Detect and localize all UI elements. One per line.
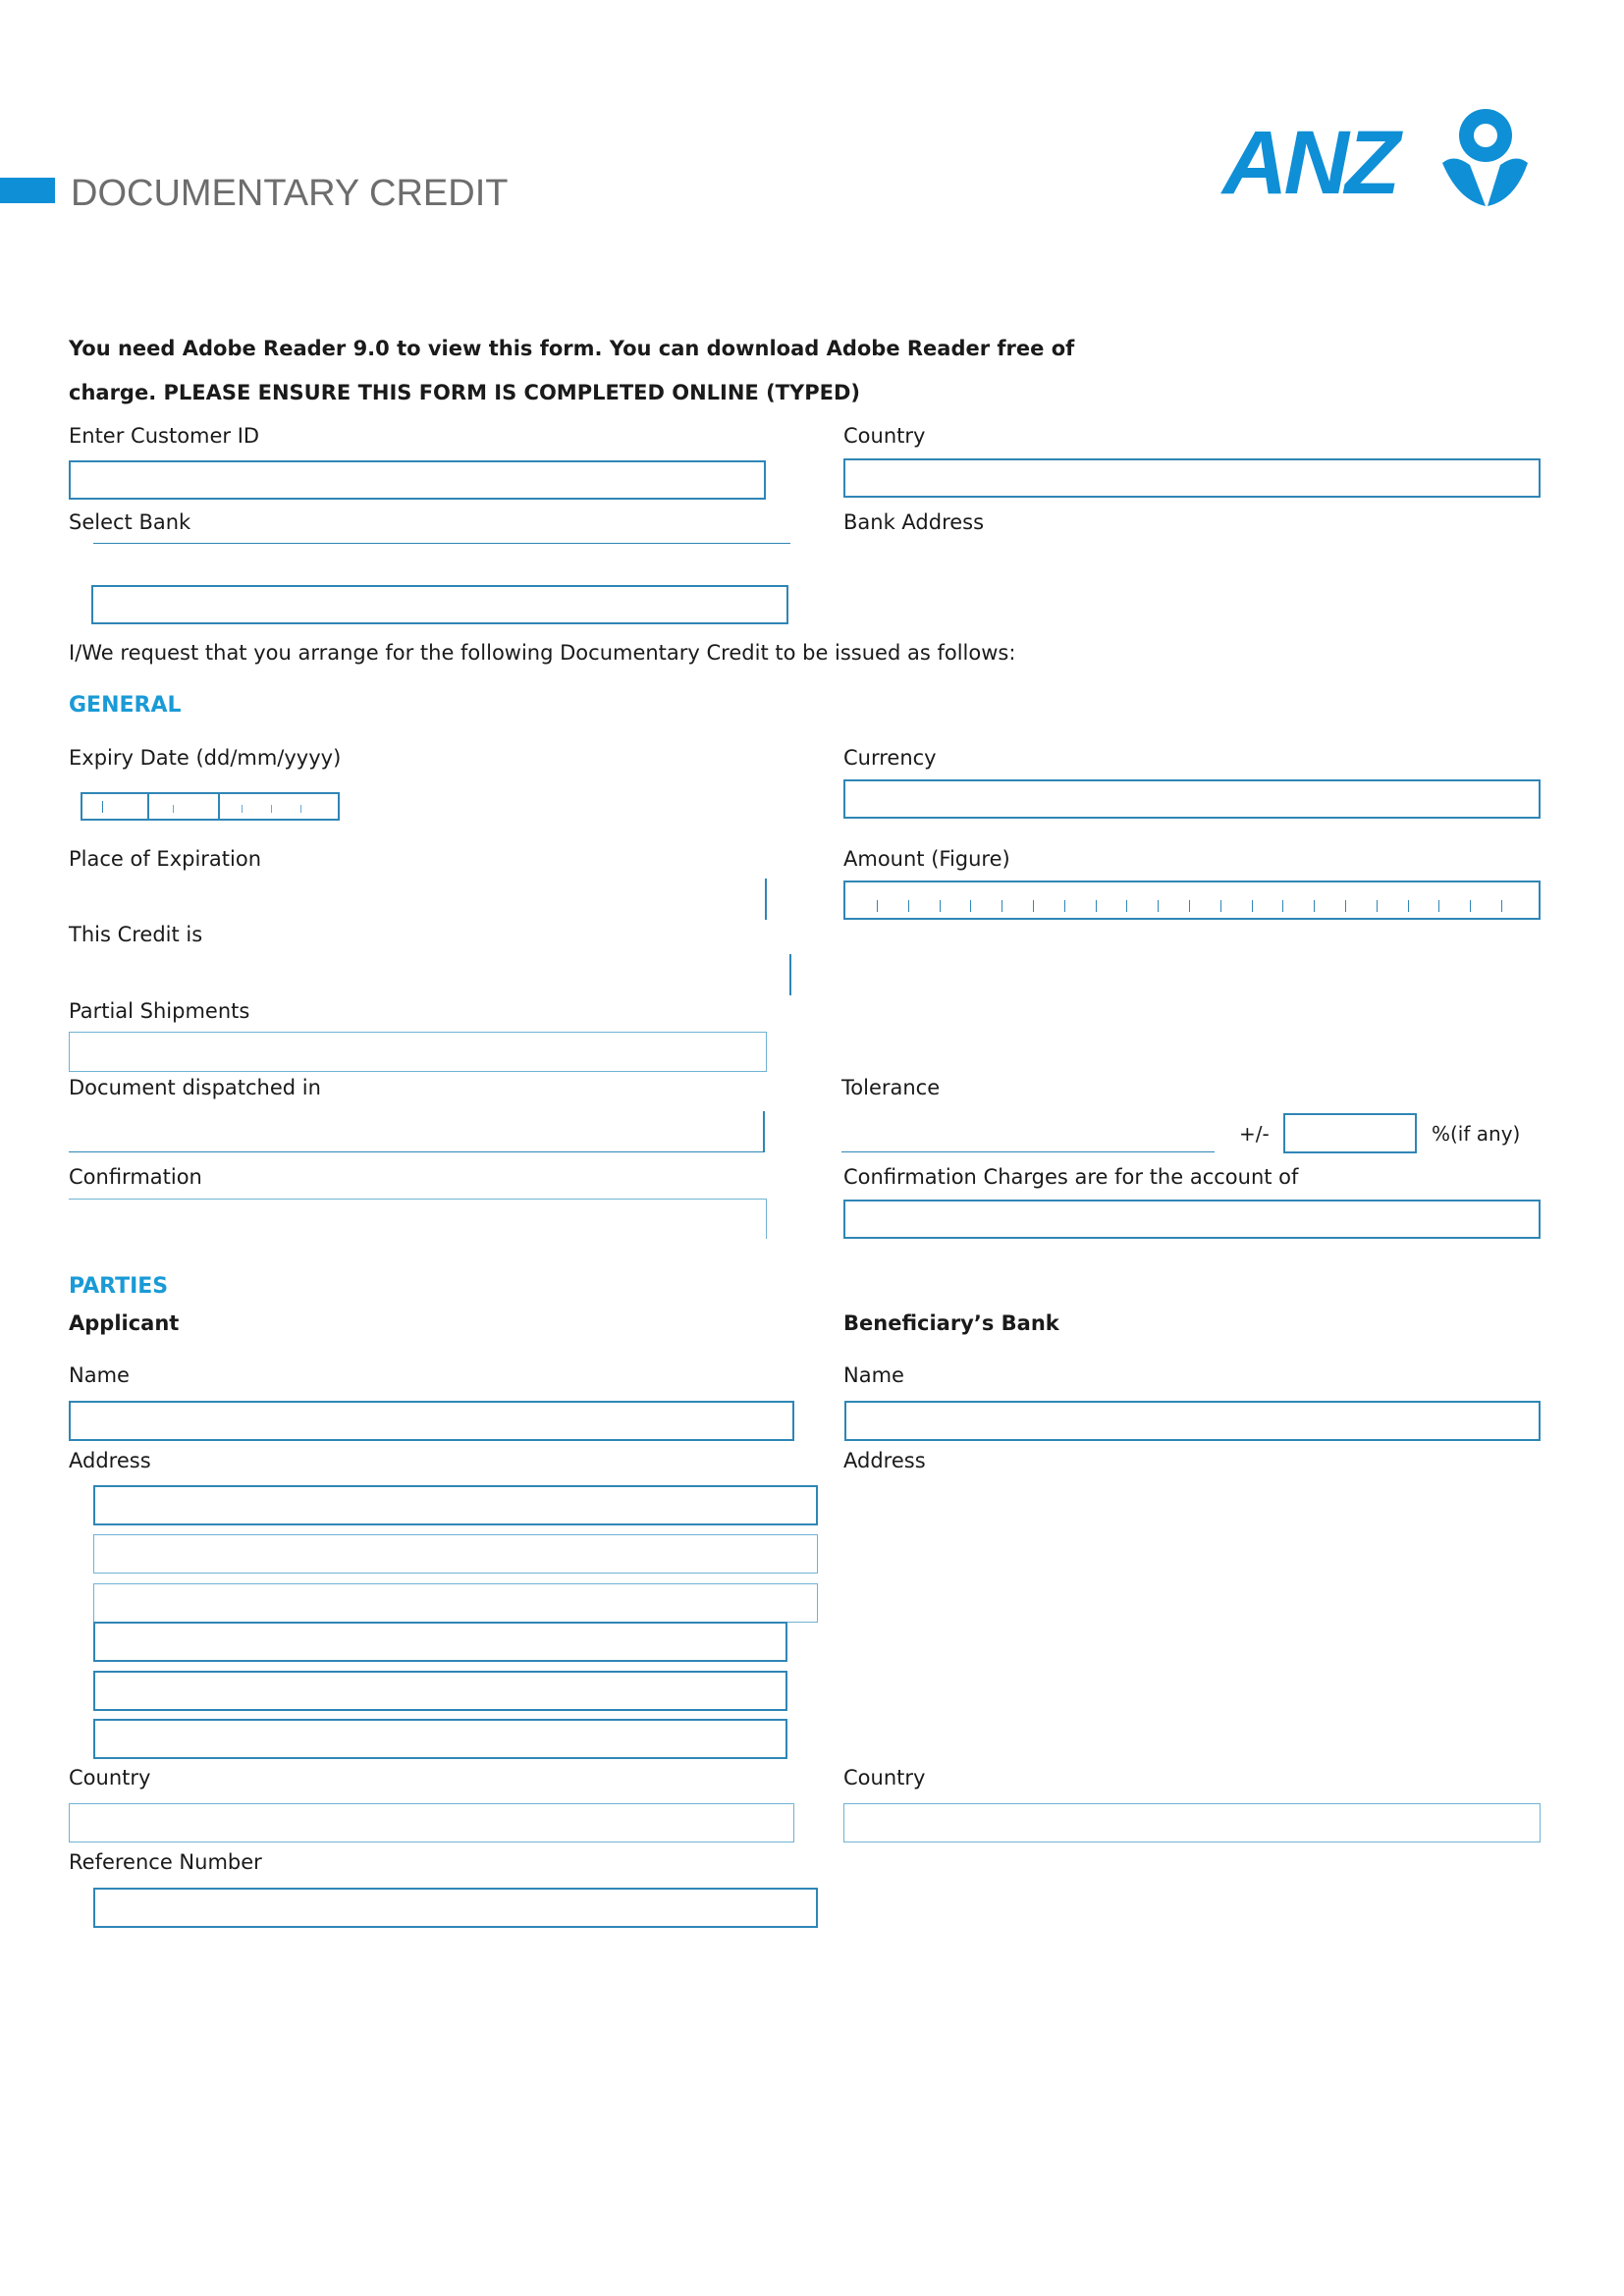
parties-heading: PARTIES	[69, 1274, 169, 1299]
amount-digit-divider	[1033, 900, 1034, 912]
customer-id-input[interactable]	[69, 460, 766, 500]
bank-address-label: Bank Address	[843, 510, 985, 534]
beneficiary-country-input[interactable]	[843, 1803, 1541, 1842]
intro-line-2: charge. PLEASE ENSURE THIS FORM IS COMPLETED ONLINE (TYPED)	[69, 381, 860, 404]
amount-digit-divider	[1220, 900, 1221, 912]
amount-digit-divider	[1377, 900, 1378, 912]
beneficiary-address-label: Address	[843, 1449, 926, 1472]
partial-shipments-label: Partial Shipments	[69, 999, 250, 1023]
amount-digit-divider	[1438, 900, 1439, 912]
amount-digit-divider	[1096, 900, 1097, 912]
this-credit-label: This Credit is	[69, 923, 203, 946]
bank-address-input[interactable]	[91, 585, 788, 624]
amount-digit-divider	[1345, 900, 1346, 912]
expiry-date-label: Expiry Date (dd/mm/yyyy)	[69, 746, 342, 770]
amount-digit-divider	[1126, 900, 1127, 912]
amount-digit-divider	[1470, 900, 1471, 912]
general-heading: GENERAL	[69, 693, 182, 718]
amount-label: Amount (Figure)	[843, 847, 1010, 871]
amount-digit-divider	[1189, 900, 1190, 912]
amount-digit-divider	[1001, 900, 1002, 912]
applicant-country-input[interactable]	[69, 1803, 794, 1842]
reference-number-label: Reference Number	[69, 1850, 262, 1874]
tolerance-suffix: %(if any)	[1432, 1122, 1521, 1146]
amount-digit-divider	[1252, 900, 1253, 912]
select-bank-dropdown[interactable]	[93, 543, 790, 544]
place-of-expiration-label: Place of Expiration	[69, 847, 262, 871]
amount-digit-divider	[1501, 900, 1502, 912]
expiry-month-field[interactable]	[147, 792, 220, 821]
applicant-address-line-4[interactable]	[93, 1622, 787, 1662]
anz-logo	[1222, 104, 1542, 213]
this-credit-dropdown[interactable]	[789, 954, 791, 995]
expiry-date-input[interactable]	[81, 792, 340, 821]
country-label: Country	[843, 424, 926, 448]
confirmation-charges-label: Confirmation Charges are for the account of	[843, 1165, 1299, 1189]
amount-digit-divider	[1158, 900, 1159, 912]
anz-logo-text: ANZ	[1222, 113, 1397, 213]
anz-person-logo-icon	[1429, 104, 1542, 208]
partial-shipments-dropdown[interactable]	[69, 1032, 767, 1072]
tolerance-percent-input[interactable]	[1283, 1113, 1417, 1153]
confirmation-charges-input[interactable]	[843, 1200, 1541, 1239]
select-bank-label: Select Bank	[69, 510, 191, 534]
applicant-address-line-1[interactable]	[93, 1485, 818, 1525]
applicant-address-line-2[interactable]	[93, 1534, 818, 1574]
applicant-address-line-3[interactable]	[93, 1583, 818, 1623]
applicant-country-label: Country	[69, 1766, 151, 1789]
expiry-day-field[interactable]	[81, 792, 149, 821]
request-text: I/We request that you arrange for the following Documentary Credit to be issued as follows:	[69, 641, 1016, 665]
tolerance-prefix: +/-	[1239, 1122, 1270, 1146]
applicant-address-label: Address	[69, 1449, 151, 1472]
applicant-address-line-5[interactable]	[93, 1671, 787, 1711]
beneficiary-name-input[interactable]	[844, 1401, 1541, 1441]
confirmation-label: Confirmation	[69, 1165, 202, 1189]
currency-input[interactable]	[843, 779, 1541, 819]
amount-digit-divider	[1064, 900, 1065, 912]
document-dispatched-label: Document dispatched in	[69, 1076, 321, 1099]
document-dispatched-dropdown[interactable]	[69, 1151, 764, 1152]
place-of-expiration-dropdown[interactable]	[765, 879, 767, 920]
applicant-address-line-6[interactable]	[93, 1719, 787, 1759]
intro-line-1: You need Adobe Reader 9.0 to view this form. You can download Adobe Reader free of	[69, 337, 1075, 360]
amount-digit-divider	[1314, 900, 1315, 912]
beneficiary-country-label: Country	[843, 1766, 926, 1789]
country-input[interactable]	[843, 458, 1541, 498]
reference-number-input[interactable]	[93, 1888, 818, 1928]
amount-digit-divider	[1408, 900, 1409, 912]
applicant-heading: Applicant	[69, 1311, 180, 1335]
customer-id-label: Enter Customer ID	[69, 424, 260, 448]
confirmation-dropdown[interactable]	[69, 1199, 767, 1239]
amount-digit-divider	[1282, 900, 1283, 912]
amount-digit-divider	[877, 900, 878, 912]
currency-label: Currency	[843, 746, 937, 770]
beneficiary-name-label: Name	[843, 1363, 904, 1387]
beneficiary-bank-heading: Beneficiary’s Bank	[843, 1311, 1059, 1335]
header-accent-bar	[0, 178, 55, 203]
expiry-year-field[interactable]	[218, 792, 340, 821]
amount-input[interactable]	[843, 881, 1541, 920]
tolerance-type-dropdown[interactable]	[841, 1151, 1215, 1152]
page-title: DOCUMENTARY CREDIT	[71, 173, 509, 214]
applicant-name-input[interactable]	[69, 1401, 794, 1441]
amount-digit-divider	[908, 900, 909, 912]
tolerance-label: Tolerance	[841, 1076, 941, 1099]
applicant-name-label: Name	[69, 1363, 130, 1387]
amount-digit-divider	[970, 900, 971, 912]
amount-digit-divider	[940, 900, 941, 912]
document-dispatched-dropdown-edge	[763, 1111, 765, 1152]
